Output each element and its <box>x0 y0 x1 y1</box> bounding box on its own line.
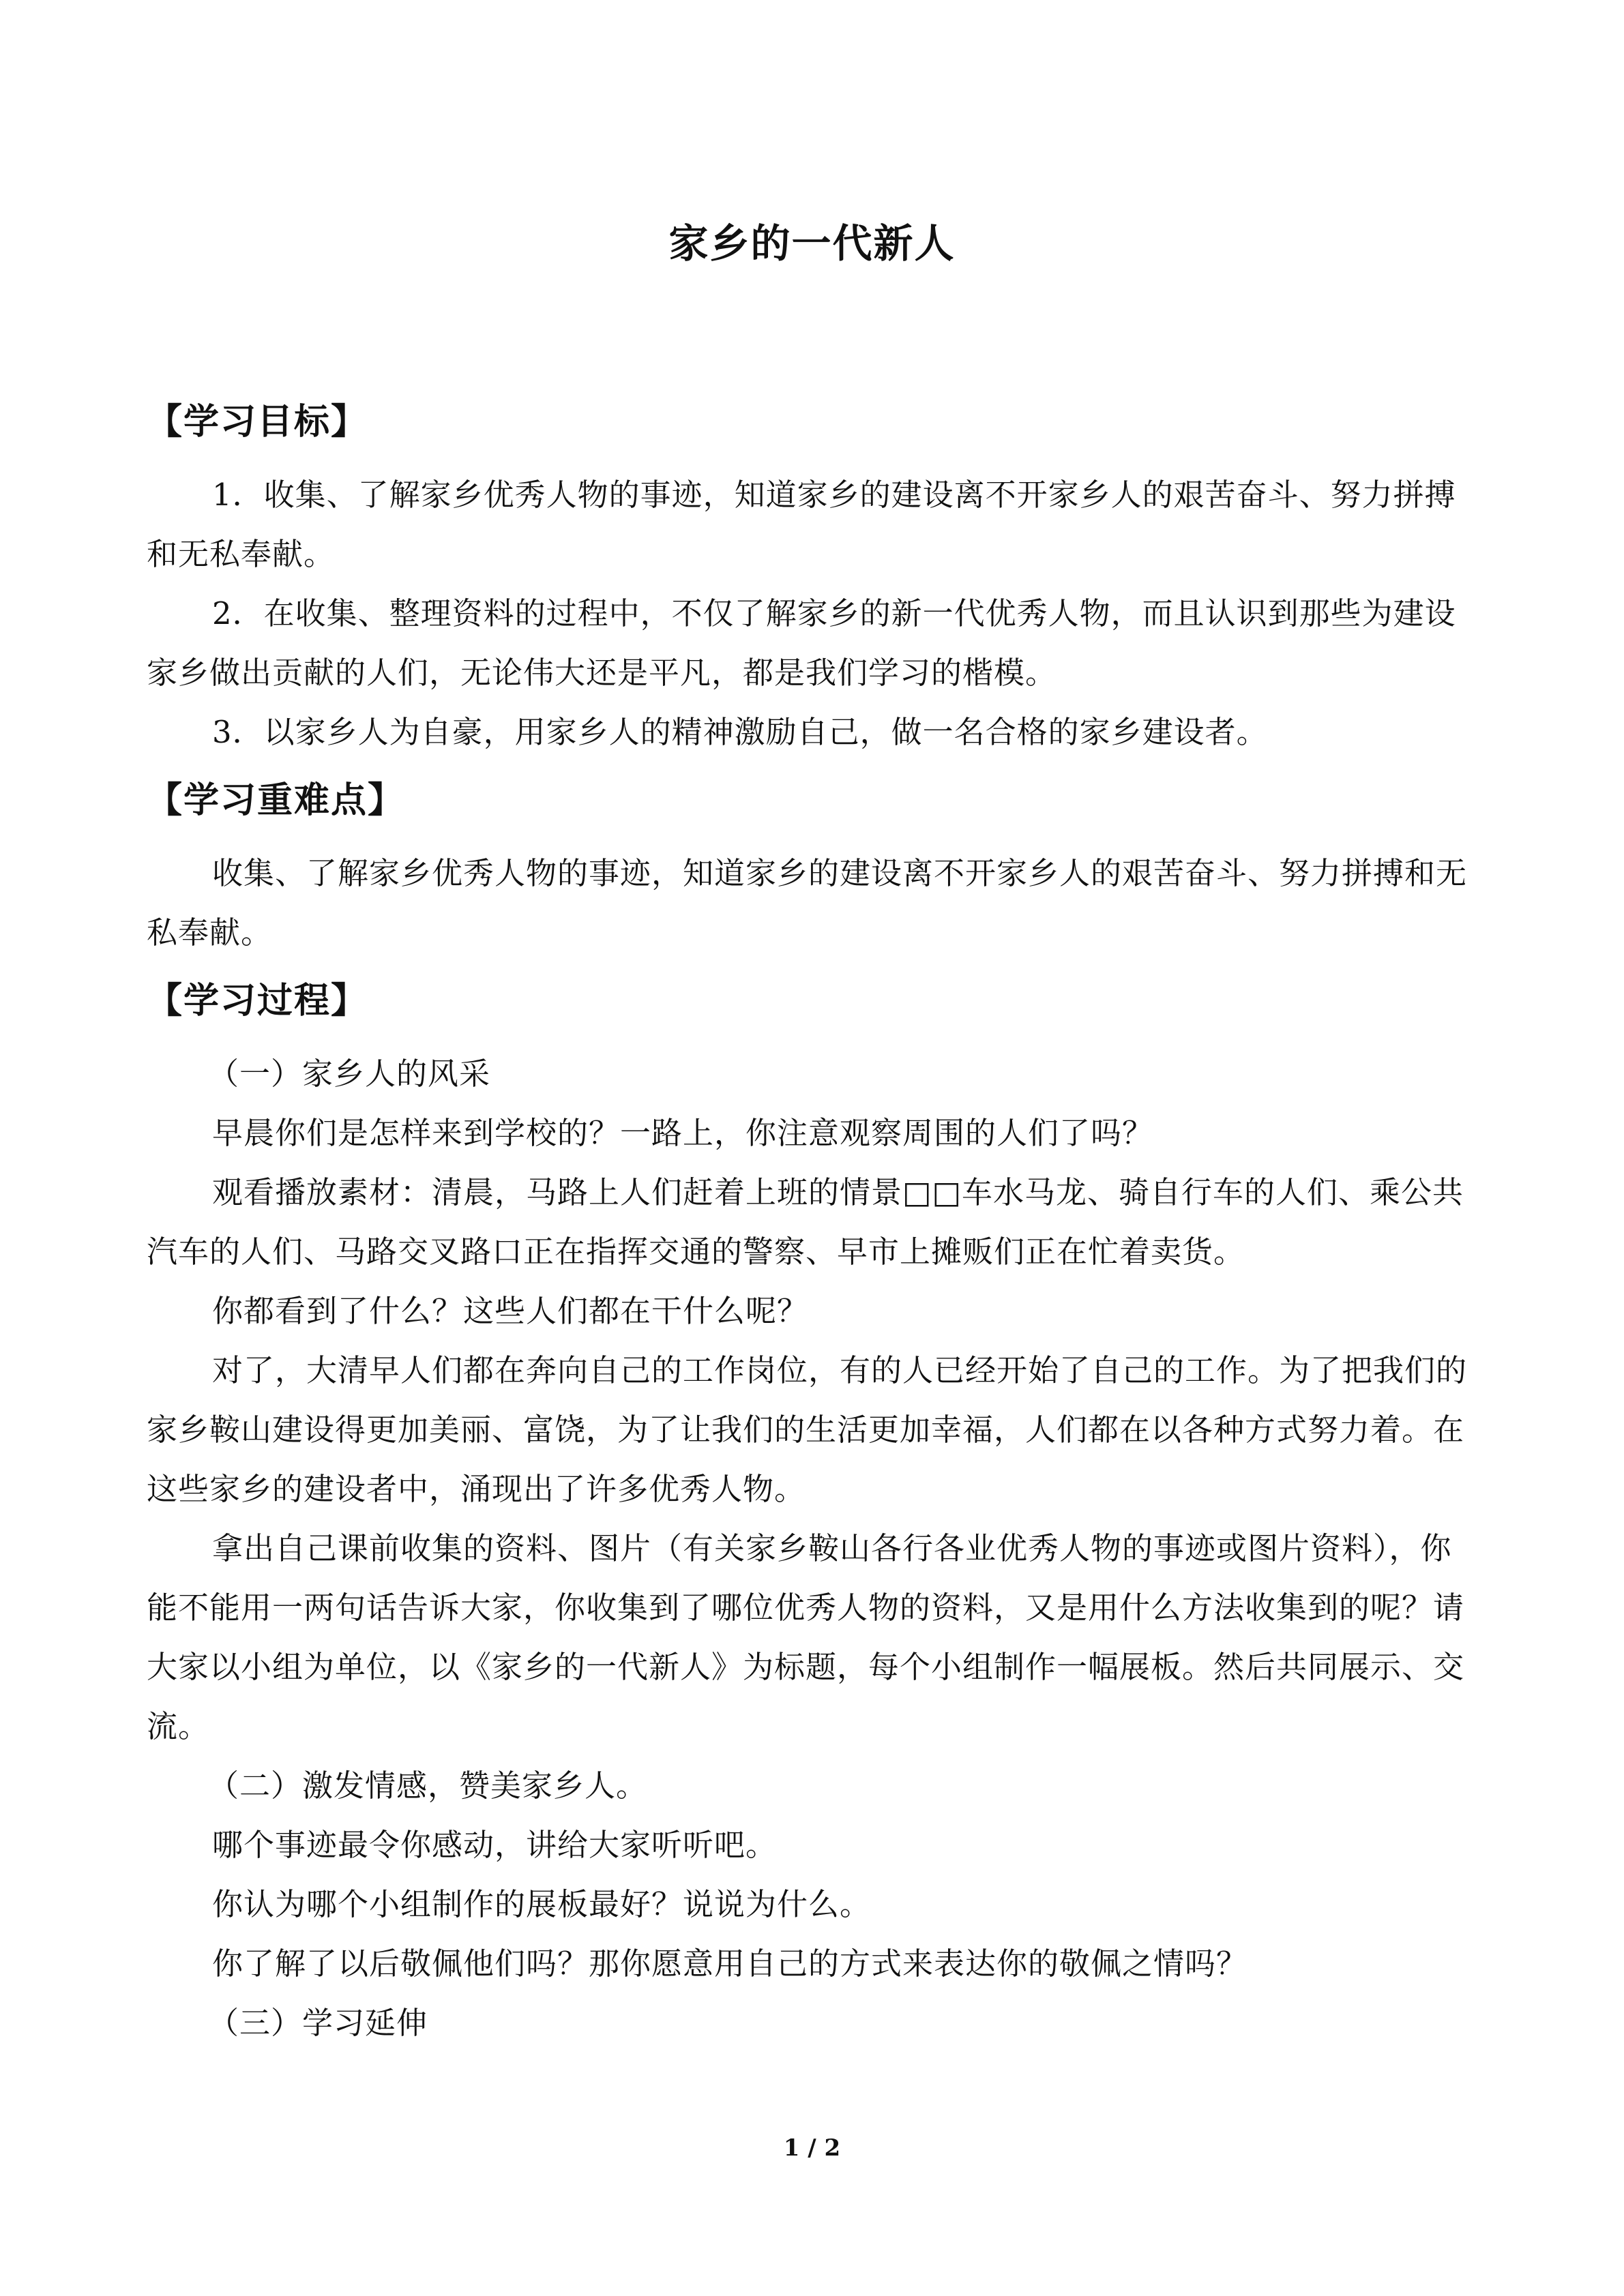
key-points-paragraph: 收集、了解家乡优秀人物的事迹，知道家乡的建设离不开家乡人的艰苦奋斗、努力拼搏和无私奉献。 <box>147 855 1468 951</box>
process-paragraph: 你认为哪个小组制作的展板最好？说说为什么。 <box>212 1886 872 1922</box>
process-paragraph: 哪个事迹最令你感动，讲给大家听听吧。 <box>212 1827 778 1863</box>
section-heading-process: 【学习过程】 <box>147 981 368 1022</box>
document-title: 家乡的一代新人 <box>668 220 956 267</box>
process-paragraph: 观看播放素材：清晨，马路上人们赶着上班的情景□□车水马龙、骑自行车的人们、乘公共汽车的人们、马路交叉路口正在指挥交通的警察、早市上摊贩们正在忙着卖货。 <box>147 1174 1464 1270</box>
document-body <box>147 391 1477 2053</box>
process-paragraph: 对了，大清早人们都在奔向自己的工作岗位，有的人已经开始了自己的工作。为了把我们的家乡鞍山建设得更加美丽、富饶，为了让我们的生活更加幸福，人们都在以各种方式努力着。在这些家乡的建设者中，涌现出了许多优秀人物。 <box>147 1352 1468 1507</box>
process-subheading-1: （一）家乡人的风采 <box>208 1056 491 1092</box>
goal-item-3: 3．以家乡人为自豪，用家乡人的精神激励自己，做一名合格的家乡建设者。 <box>212 714 1268 750</box>
goal-item-2: 2．在收集、整理资料的过程中，不仅了解家乡的新一代优秀人物，而且认识到那些为建设家乡做出贡献的人们，无论伟大还是平凡，都是我们学习的楷模。 <box>147 595 1456 691</box>
section-heading-key-points: 【学习重难点】 <box>147 780 405 821</box>
process-paragraph: 早晨你们是怎样来到学校的？一路上，你注意观察周围的人们了吗？ <box>212 1115 1154 1151</box>
process-paragraph: 你了解了以后敬佩他们吗？那你愿意用自己的方式来表达你的敬佩之情吗？ <box>212 1945 1248 1982</box>
page-number: 1 / 2 <box>783 2134 841 2162</box>
process-subheading-2: （二）激发情感，赞美家乡人。 <box>208 1768 648 1804</box>
section-heading-goals: 【学习目标】 <box>147 402 368 443</box>
process-paragraph: 你都看到了什么？这些人们都在干什么呢？ <box>212 1293 809 1329</box>
process-subheading-3: （三）学习延伸 <box>208 2005 428 2041</box>
goal-item-1: 1．收集、了解家乡优秀人物的事迹，知道家乡的建设离不开家乡人的艰苦奋斗、努力拼搏和无私奉献。 <box>147 477 1456 572</box>
process-paragraph: 拿出自己课前收集的资料、图片（有关家乡鞍山各行各业优秀人物的事迹或图片资料），你能不能用一两句话告诉大家，你收集到了哪位优秀人物的资料，又是用什么方法收集到的呢？请大家以小组为单位，以《家乡的一代新人》为标题，每个小组制作一幅展板。然后共同展示、交流。 <box>147 1530 1465 1744</box>
